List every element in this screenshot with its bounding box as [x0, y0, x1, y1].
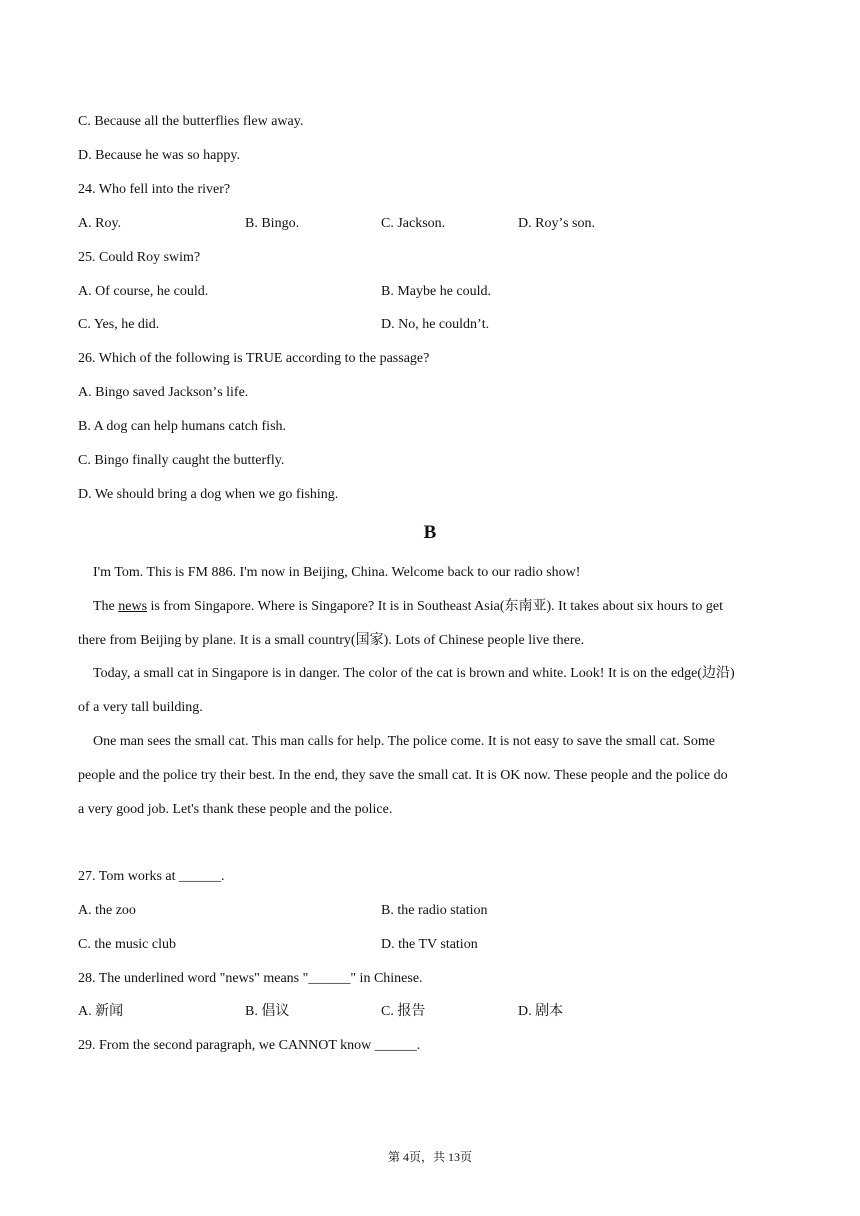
q23-option-d: D. Because he was so happy.: [78, 148, 240, 163]
passage-b-paragraph-2-line-2: there from Beijing by plane. It is a small country(国家). Lots of Chinese people live there.: [78, 633, 585, 648]
q24-option-c: C. Jackson.: [381, 216, 446, 231]
passage-b-paragraph-1: I'm Tom. This is FM 886. I'm now in Beijing, China. Welcome back to our radio show!: [93, 565, 581, 580]
q23-option-c: C. Because all the butterflies flew away.: [78, 114, 304, 129]
q25-question: 25. Could Roy swim?: [78, 250, 201, 265]
passage-b-paragraph-4-line-2: people and the police try their best. In the end, they save the small cat. It is OK now. These people and the police do: [78, 768, 728, 783]
q28-option-d: D. 剧本: [518, 1004, 564, 1019]
q28-option-b: B. 倡议: [245, 1004, 290, 1019]
q28-option-c: C. 报告: [381, 1004, 426, 1019]
passage-text: The: [93, 599, 119, 614]
q27-option-b: B. the radio station: [381, 903, 488, 918]
q24-question: 24. Who fell into the river?: [78, 182, 231, 197]
passage-b-paragraph-2-line-1: [93, 598, 723, 616]
q26-option-a: A. Bingo saved Jacksonʼs life.: [78, 385, 249, 400]
q26-option-b: B. A dog can help humans catch fish.: [78, 419, 287, 434]
q26-option-c: C. Bingo finally caught the butterfly.: [78, 453, 285, 468]
passage-b-paragraph-4-line-1: One man sees the small cat. This man calls for help. The police come. It is not easy to save the small cat. Some: [93, 734, 715, 749]
q26-question: 26. Which of the following is TRUE according to the passage?: [78, 351, 430, 366]
passage-b-paragraph-3-line-2: of a very tall building.: [78, 700, 203, 715]
q27-option-a: A. the zoo: [78, 903, 136, 918]
underlined-word-news: news: [118, 599, 148, 614]
q27-option-d: D. the TV station: [381, 937, 478, 952]
q24-option-b: B. Bingo.: [245, 216, 300, 231]
page-number-footer: 第 4页，共 13页: [387, 1150, 472, 1164]
passage-b-paragraph-4-line-3: a very good job. Let's thank these people and the police.: [78, 802, 393, 817]
section-b-title: B: [423, 522, 437, 543]
q25-option-b: B. Maybe he could.: [381, 284, 492, 299]
q24-option-d: D. Royʼs son.: [518, 216, 596, 231]
q25-option-d: D. No, he couldnʼt.: [381, 317, 490, 332]
q28-option-a: A. 新闻: [78, 1004, 124, 1019]
q27-option-c: C. the music club: [78, 937, 176, 952]
passage-text: is from Singapore. Where is Singapore? It is in Southeast Asia(东南亚). It takes about six hours to get: [147, 599, 724, 614]
q27-question: 27. Tom works at ______.: [78, 869, 225, 884]
q29-question: 29. From the second paragraph, we CANNOT know ______.: [78, 1038, 421, 1053]
q25-option-c: C. Yes, he did.: [78, 317, 160, 332]
q25-option-a: A. Of course, he could.: [78, 284, 209, 299]
q26-option-d: D. We should bring a dog when we go fishing.: [78, 487, 339, 502]
q28-question: 28. The underlined word "news" means "______" in Chinese.: [78, 971, 423, 986]
passage-b-paragraph-3-line-1: Today, a small cat in Singapore is in danger. The color of the cat is brown and white. Look! It is on the edge(边沿): [93, 666, 735, 681]
q24-option-a: A. Roy.: [78, 216, 122, 231]
